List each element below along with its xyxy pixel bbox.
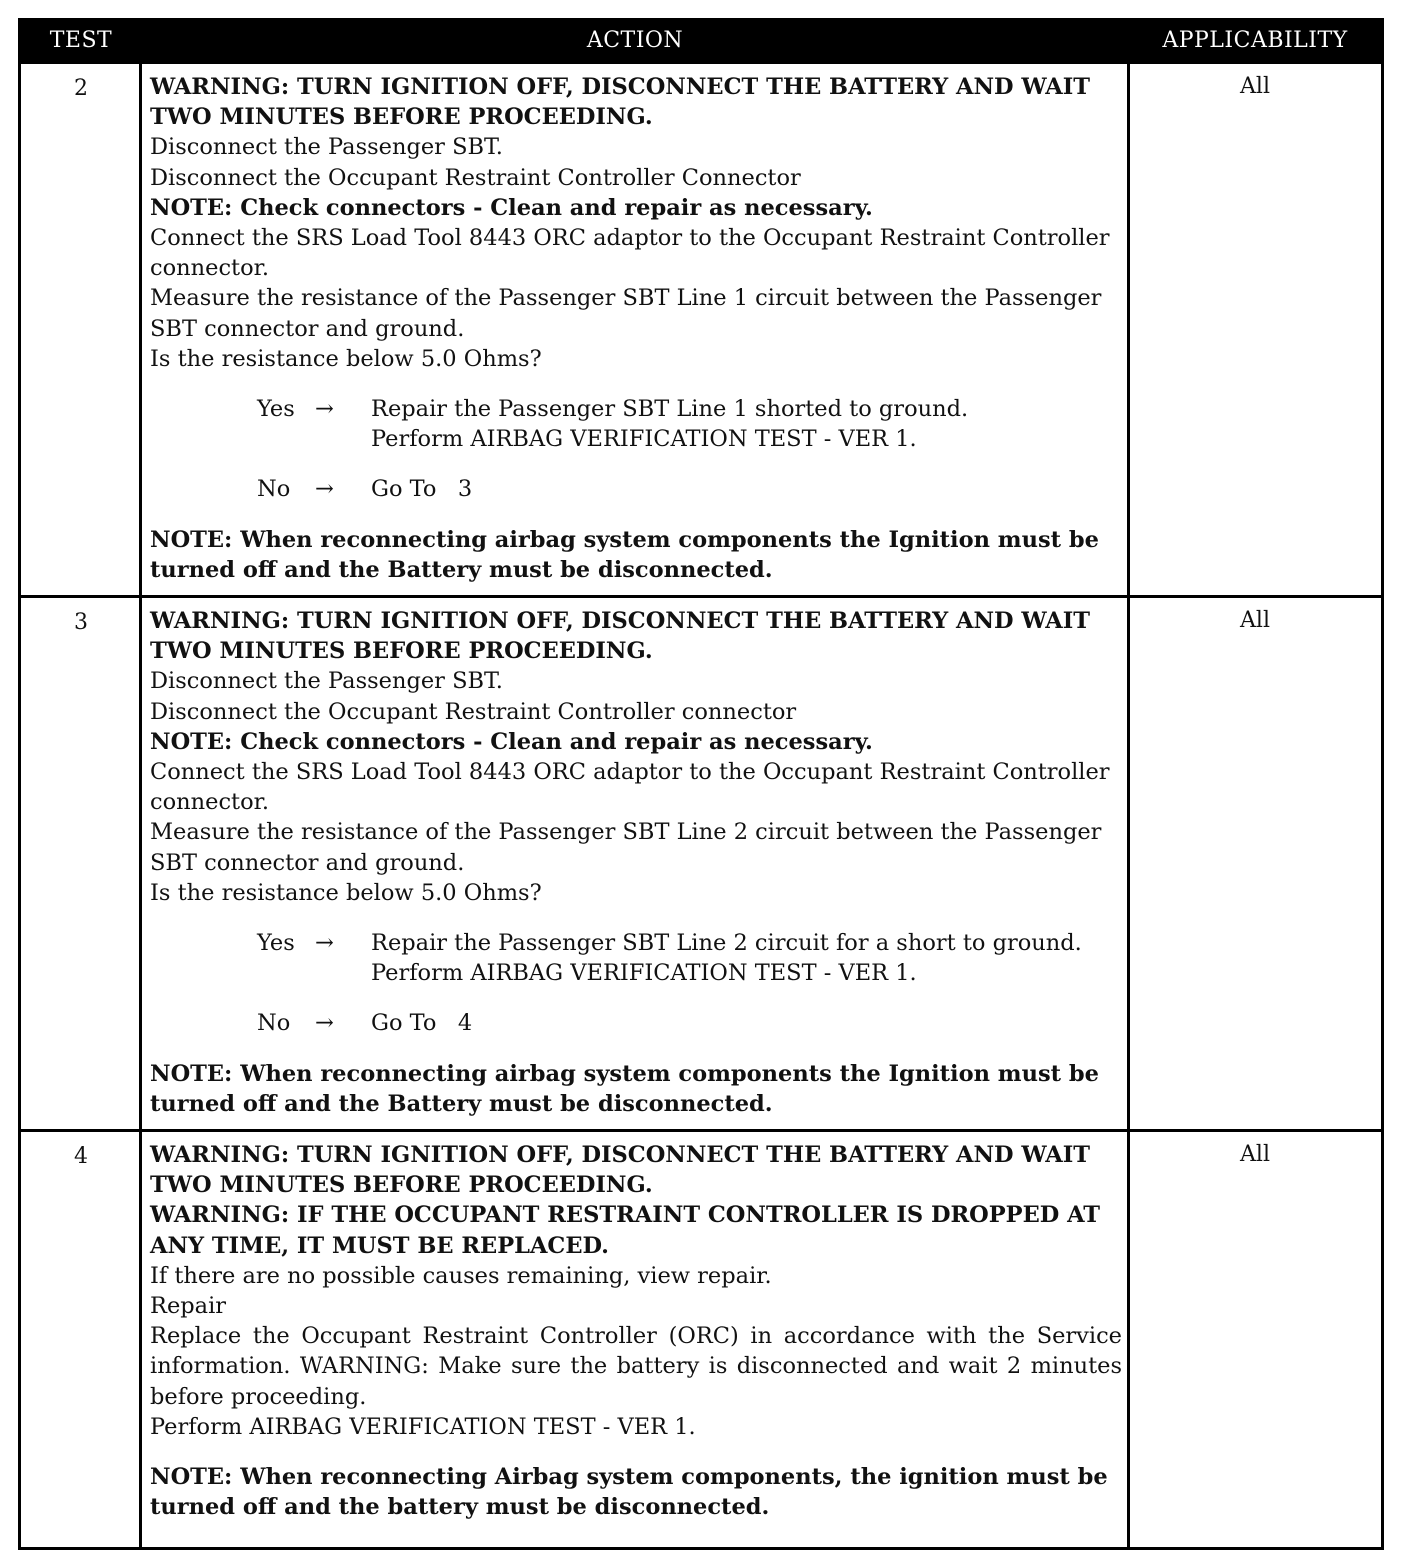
- note-text: NOTE: When reconnecting Airbag system components, the ignition must be turned off and the battery must be disconnected.: [150, 1464, 1108, 1521]
- applicability: All: [1240, 1142, 1270, 1167]
- no-label: No: [257, 1010, 291, 1037]
- applicability: All: [1240, 74, 1270, 99]
- yes-label: Yes: [257, 930, 295, 957]
- applicability: All: [1240, 608, 1270, 633]
- yes-label: Yes: [257, 396, 295, 423]
- action-cell: [150, 1140, 1122, 1522]
- repair-verify-text: Perform AIRBAG VERIFICATION TEST - VER 1.: [150, 1413, 696, 1440]
- step-text: Disconnect the Passenger SBT.: [150, 668, 503, 695]
- step-text: Connect the SRS Load Tool 8443 ORC adaptor to the Occupant Restraint Controller connector.: [150, 225, 1110, 282]
- yes-branch: [257, 394, 1122, 454]
- warning-text: WARNING: TURN IGNITION OFF, DISCONNECT THE BATTERY AND WAIT TWO MINUTES BEFORE PROCEEDING.: [150, 608, 1090, 665]
- no-result: Go To 4: [371, 1010, 473, 1037]
- warning-text: WARNING: TURN IGNITION OFF, DISCONNECT THE BATTERY AND WAIT TWO MINUTES BEFORE PROCEEDING.: [150, 74, 1090, 131]
- yes-result: Repair the Passenger SBT Line 2 circuit for a short to ground.: [371, 930, 1082, 957]
- table-row-test-4: [21, 1129, 1381, 1547]
- note-text: NOTE: When reconnecting airbag system components the Ignition must be turned off and the Battery must be disconnected.: [150, 1060, 1099, 1117]
- note-text: NOTE: When reconnecting airbag system components the Ignition must be turned off and the Battery must be disconnected.: [150, 526, 1099, 583]
- no-result: Go To 3: [371, 476, 473, 503]
- yes-branch: [257, 928, 1122, 988]
- yes-result-verify: Perform AIRBAG VERIFICATION TEST - VER 1.: [371, 960, 917, 987]
- note-text: NOTE: Check connectors - Clean and repair as necessary.: [150, 728, 873, 755]
- table-row-test-2: [21, 61, 1381, 595]
- no-branch: [257, 1008, 1122, 1038]
- no-label: No: [257, 476, 291, 503]
- step-text: Measure the resistance of the Passenger SBT Line 2 circuit between the Passenger SBT connector and ground.: [150, 819, 1102, 876]
- table-header: [21, 21, 1381, 61]
- step-text: Disconnect the Passenger SBT.: [150, 134, 503, 161]
- step-text: Measure the resistance of the Passenger SBT Line 1 circuit between the Passenger SBT connector and ground.: [150, 285, 1102, 342]
- table-row-test-3: [21, 595, 1381, 1129]
- repair-text: Replace the Occupant Restraint Controller (ORC) in accordance with the Service information. WARNING: Make sure the battery is disconnected and wait 2 minutes before proceeding.: [150, 1323, 1122, 1410]
- no-branch: [257, 474, 1122, 504]
- question-text: Is the resistance below 5.0 Ohms?: [150, 345, 542, 372]
- arrow-icon: →: [315, 476, 334, 503]
- test-number: 3: [74, 610, 88, 635]
- step-text: Disconnect the Occupant Restraint Controller connector: [150, 698, 797, 725]
- test-number: 4: [74, 1144, 88, 1169]
- action-cell: [150, 72, 1122, 585]
- diagnostic-table: [18, 18, 1384, 1550]
- header-action: ACTION: [586, 28, 684, 53]
- note-text: NOTE: Check connectors - Clean and repair as necessary.: [150, 194, 873, 221]
- yes-result-verify: Perform AIRBAG VERIFICATION TEST - VER 1.: [371, 426, 917, 453]
- action-cell: [150, 606, 1122, 1119]
- repair-label: Repair: [150, 1293, 227, 1320]
- step-text: Connect the SRS Load Tool 8443 ORC adaptor to the Occupant Restraint Controller connector.: [150, 759, 1110, 816]
- arrow-icon: →: [315, 1010, 334, 1037]
- header-applicability: APPLICABILITY: [1162, 28, 1348, 53]
- step-text: If there are no possible causes remaining, view repair.: [150, 1262, 772, 1289]
- header-test: TEST: [49, 28, 113, 53]
- arrow-icon: →: [315, 396, 334, 423]
- step-text: Disconnect the Occupant Restraint Controller Connector: [150, 164, 801, 191]
- yes-result: Repair the Passenger SBT Line 1 shorted to ground.: [371, 396, 969, 423]
- arrow-icon: →: [315, 930, 334, 957]
- test-number: 2: [74, 76, 88, 101]
- warning-text-dropped: WARNING: IF THE OCCUPANT RESTRAINT CONTROLLER IS DROPPED AT ANY TIME, IT MUST BE REPLACED.: [150, 1202, 1101, 1259]
- warning-text: WARNING: TURN IGNITION OFF, DISCONNECT THE BATTERY AND WAIT TWO MINUTES BEFORE PROCEEDING.: [150, 1142, 1090, 1199]
- question-text: Is the resistance below 5.0 Ohms?: [150, 879, 542, 906]
